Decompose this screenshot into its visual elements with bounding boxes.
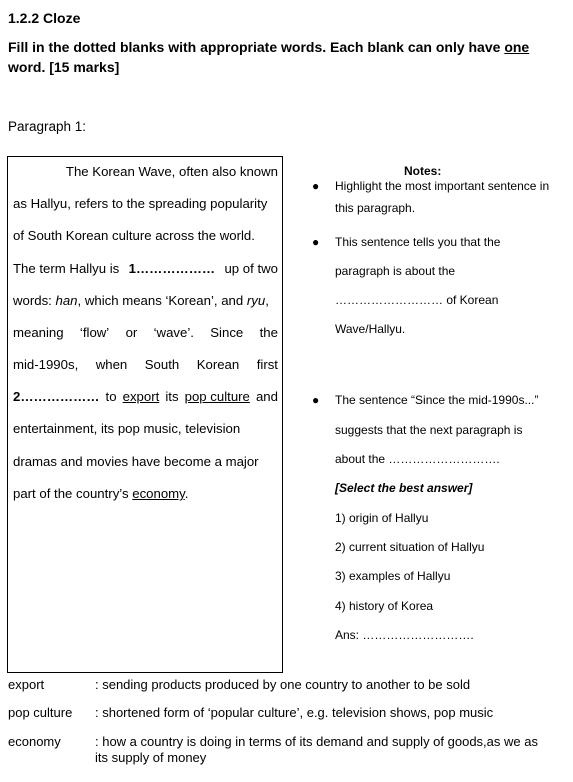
glossary-definition: : shortened form of ‘popular culture’, e.g. television shows, pop music bbox=[95, 705, 494, 720]
select-instruction: [Select the best answer] bbox=[335, 481, 473, 495]
note-2-line-1: This sentence tells you that the bbox=[335, 235, 501, 249]
note-2-line-2: paragraph is about the bbox=[335, 264, 456, 278]
instruction-underlined-word: one bbox=[504, 39, 530, 55]
option-2[interactable]: 2) current situation of Hallyu bbox=[335, 540, 485, 554]
section-title: 1.2.2 Cloze bbox=[8, 10, 81, 26]
passage-line-7: mid-1990s, when South Korean first bbox=[13, 357, 278, 372]
passage-line-3: of South Korean culture across the world. bbox=[13, 228, 255, 243]
passage-line-2: as Hallyu, refers to the spreading popularity bbox=[13, 196, 268, 211]
passage-line-9: entertainment, its pop music, television bbox=[13, 421, 241, 436]
passage-line-8: 2……………… to export its pop culture and bbox=[13, 389, 278, 404]
passage-line-11: part of the country’s economy. bbox=[13, 486, 189, 501]
note-3-line-3[interactable]: about the ………………………. bbox=[335, 452, 500, 466]
paragraph-label: Paragraph 1: bbox=[8, 119, 87, 134]
bullet-icon: ● bbox=[312, 393, 320, 407]
passage-line-10: dramas and movies have become a major bbox=[13, 454, 259, 469]
passage-line-4: The term Hallyu is 1……………… up of two bbox=[13, 261, 278, 276]
blank-2[interactable]: 2……………… bbox=[13, 389, 100, 404]
glossary-definition: : how a country is doing in terms of its demand and supply of goods,as we as its supply of money bbox=[95, 734, 538, 765]
glossary-term: export bbox=[8, 677, 45, 692]
bullet-icon: ● bbox=[312, 179, 320, 193]
option-3[interactable]: 3) examples of Hallyu bbox=[335, 569, 451, 583]
passage-line-1: The Korean Wave, often also known bbox=[65, 164, 278, 179]
note-2-line-3[interactable]: ……………………… of Korean bbox=[335, 293, 499, 307]
note-1-line-2: this paragraph. bbox=[335, 201, 416, 215]
passage-line-5: words: han, which means ‘Korean’, and ryu, bbox=[13, 293, 269, 308]
answer-field[interactable]: Ans: ………………………. bbox=[335, 628, 474, 642]
glossary-term: economy bbox=[8, 734, 61, 749]
instructions: Fill in the dotted blanks with appropriate words. Each blank can only have one word. [15 marks] bbox=[8, 39, 530, 75]
bullet-icon: ● bbox=[312, 235, 320, 249]
note-1-line-1: Highlight the most important sentence in bbox=[335, 179, 550, 193]
notes-title: Notes: bbox=[404, 164, 442, 178]
blank-1[interactable]: 1……………… bbox=[128, 261, 216, 276]
passage-line-6: meaning ‘flow’ or ‘wave’. Since the bbox=[13, 325, 278, 340]
glossary-definition: : sending products produced by one country to another to be sold bbox=[95, 677, 471, 692]
glossary-term: pop culture bbox=[8, 705, 73, 720]
note-2-line-4: Wave/Hallyu. bbox=[335, 322, 406, 336]
note-3-line-1: The sentence “Since the mid-1990s...” bbox=[335, 393, 539, 407]
note-3-line-2: suggests that the next paragraph is bbox=[335, 423, 523, 437]
option-4[interactable]: 4) history of Korea bbox=[335, 599, 434, 613]
option-1[interactable]: 1) origin of Hallyu bbox=[335, 511, 429, 525]
